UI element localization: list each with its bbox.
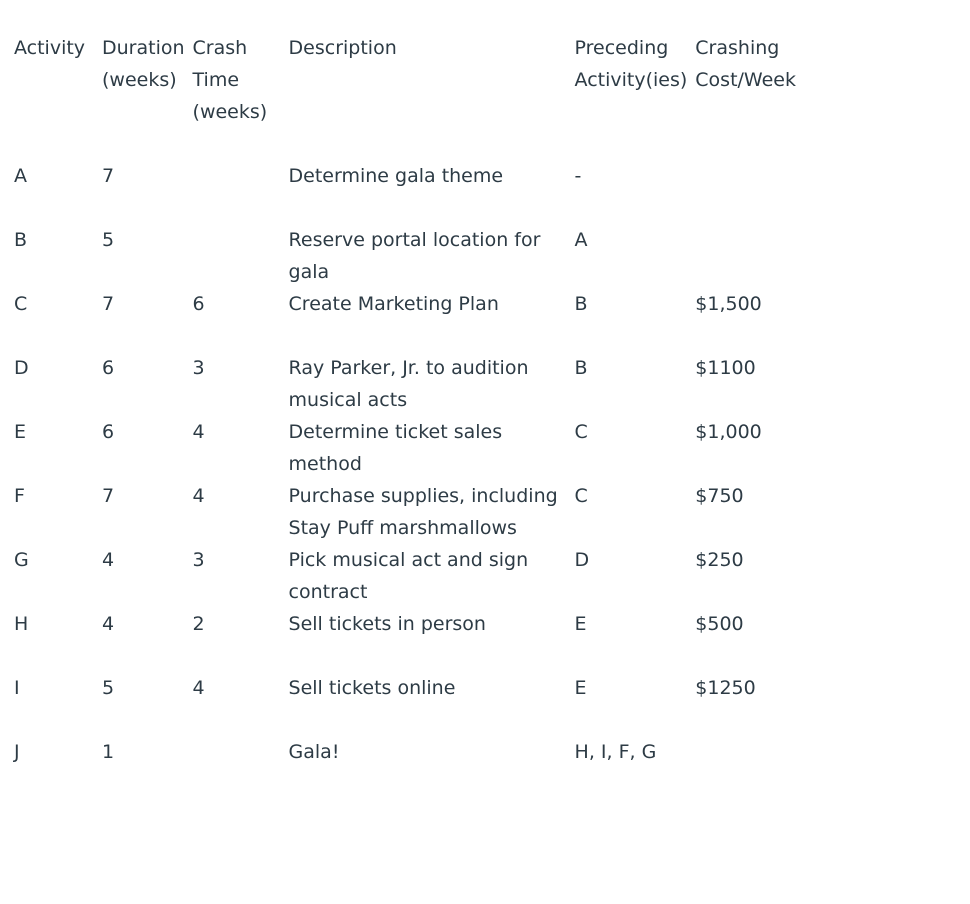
cell-crash-time: 6: [192, 293, 205, 315]
cell-crash-time: 3: [192, 357, 205, 379]
cell-description: Sell tickets in person: [288, 613, 486, 635]
cell-activity: C: [14, 293, 28, 315]
cell-preceding: D: [574, 549, 590, 571]
table-row: [6, 672, 883, 736]
cell-crash-time: [185, 736, 281, 800]
cell-description: Sell tickets online: [288, 677, 456, 699]
cell-crashing-cost: [687, 224, 883, 288]
cell-description: Create Marketing Plan: [288, 293, 499, 315]
cell-activity: D: [14, 357, 29, 379]
cell-preceding: -: [574, 165, 582, 187]
cell-description: Purchase supplies, including Stay Puff marshmallows: [288, 485, 558, 539]
activity-table: [6, 32, 883, 800]
cell-description: Gala!: [288, 741, 340, 763]
cell-preceding: B: [574, 293, 588, 315]
cell-crash-time: 3: [192, 549, 205, 571]
header-description: Description: [288, 37, 397, 59]
cell-crash-time: 4: [192, 485, 205, 507]
header-crashing-cost: Crashing Cost/Week: [695, 37, 796, 91]
cell-duration: 6: [102, 357, 115, 379]
table-row: [6, 608, 883, 672]
cell-crashing-cost: $750: [695, 485, 744, 507]
cell-duration: 4: [102, 613, 115, 635]
header-activity: Activity: [14, 37, 86, 59]
cell-activity: H: [14, 613, 29, 635]
cell-description: Determine ticket sales method: [288, 421, 503, 475]
cell-duration: 4: [102, 549, 115, 571]
cell-crash-time: [185, 224, 281, 288]
table-row: [6, 224, 883, 288]
cell-description: Reserve portal location for gala: [288, 229, 541, 283]
table-row: [6, 736, 883, 800]
cell-crashing-cost: $1250: [695, 677, 756, 699]
header-preceding: Preceding Activity(ies): [574, 37, 688, 91]
table-header-row: [6, 32, 883, 160]
cell-crash-time: 4: [192, 421, 205, 443]
cell-preceding: H, I, F, G: [574, 741, 657, 763]
cell-duration: 5: [102, 229, 115, 251]
table-row: [6, 416, 883, 480]
cell-crash-time: [185, 160, 281, 224]
cell-activity: B: [14, 229, 28, 251]
table-row: [6, 288, 883, 352]
cell-activity: A: [14, 165, 27, 187]
cell-duration: 7: [102, 293, 115, 315]
cell-preceding: E: [574, 677, 587, 699]
cell-description: Ray Parker, Jr. to audition musical acts: [288, 357, 529, 411]
cell-preceding: E: [574, 613, 587, 635]
cell-description: Pick musical act and sign contract: [288, 549, 529, 603]
cell-crashing-cost: $500: [695, 613, 744, 635]
cell-crashing-cost: $250: [695, 549, 744, 571]
cell-activity: I: [14, 677, 20, 699]
header-crash-time: Crash Time (weeks): [192, 37, 268, 123]
cell-duration: 6: [102, 421, 115, 443]
cell-activity: F: [14, 485, 25, 507]
cell-duration: 7: [102, 165, 115, 187]
cell-crashing-cost: $1,500: [695, 293, 762, 315]
cell-duration: 1: [102, 741, 115, 763]
cell-duration: 5: [102, 677, 115, 699]
cell-crashing-cost: $1,000: [695, 421, 762, 443]
cell-crashing-cost: $1100: [695, 357, 756, 379]
cell-activity: G: [14, 549, 29, 571]
cell-preceding: B: [574, 357, 588, 379]
cell-preceding: A: [574, 229, 588, 251]
cell-preceding: C: [574, 421, 588, 443]
table-row: [6, 160, 883, 224]
header-duration: Duration (weeks): [102, 37, 185, 91]
cell-preceding: C: [574, 485, 588, 507]
cell-crash-time: 4: [192, 677, 205, 699]
table-row: [6, 544, 883, 608]
cell-duration: 7: [102, 485, 115, 507]
cell-crashing-cost: [687, 736, 883, 800]
cell-crash-time: 2: [192, 613, 205, 635]
cell-crashing-cost: [687, 160, 883, 224]
table-row: [6, 480, 883, 544]
table-row: [6, 352, 883, 416]
cell-activity: J: [14, 741, 20, 763]
cell-activity: E: [14, 421, 27, 443]
cell-description: Determine gala theme: [288, 165, 504, 187]
